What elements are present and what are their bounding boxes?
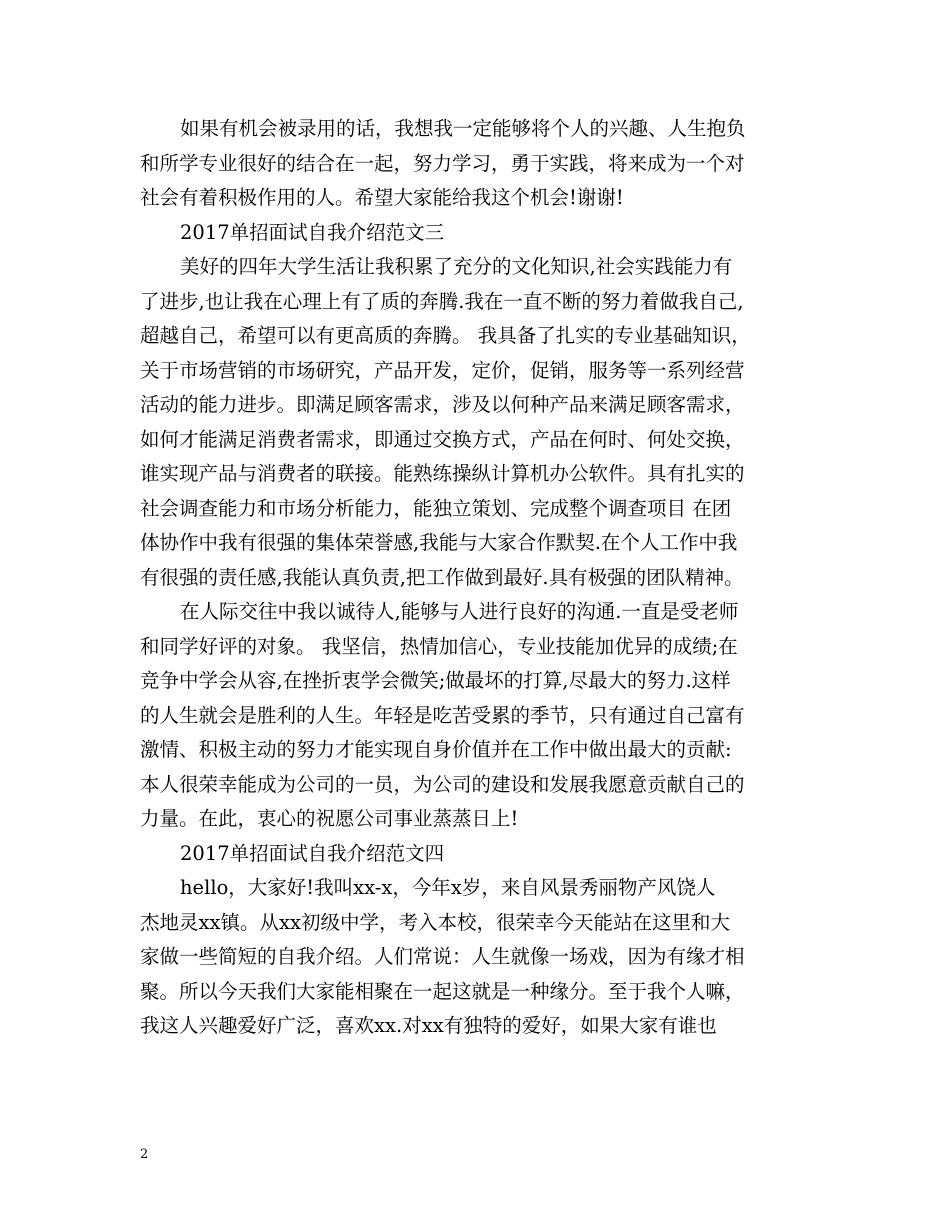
text-line: 和所学专业很好的结合在一起，努力学习，勇于实践，将来成为一个对 (140, 151, 745, 175)
document-body (140, 112, 820, 1044)
text-line: 激情、积极主动的努力才能实现自身价值并在工作中做出最大的贡献: (140, 738, 732, 761)
text-line: 关于市场营销的市场研究，产品开发，定价，促销，服务等一系列经营 (140, 358, 745, 382)
text-line: 社会有着积极作用的人。希望大家能给我这个机会!谢谢! (140, 186, 624, 209)
text-line: hello，大家好!我叫xx-x，今年x岁，来自风景秀丽物产风饶人 (180, 876, 716, 899)
text-line: 体协作中我有很强的集体荣誉感,我能与大家合作默契.在个人工作中我 (140, 531, 738, 554)
text-line: 力量。在此，衷心的祝愿公司事业蒸蒸日上! (140, 807, 519, 830)
text-line: 竞争中学会从容,在挫折衷学会微笑;做最坏的打算,尽最大的努力.这样 (140, 669, 731, 692)
page-number: 2 (140, 1147, 149, 1162)
text-line: 家做一些简短的自我介绍。人们常说：人生就像一场戏，因为有缘才相 (140, 945, 745, 968)
text-line: 如何才能满足消费者需求，即通过交换方式，产品在何时、何处交换， (140, 427, 745, 451)
text-line: 杰地灵xx镇。从xx初级中学，考入本校，很荣幸今天能站在这里和大 (140, 910, 730, 934)
text-line: 了进步,也让我在心理上有了质的奔腾.我在一直不断的努力着做我自己, (140, 289, 744, 313)
text-line: 活动的能力进步。即满足顾客需求，涉及以何种产品来满足顾客需求， (140, 393, 745, 416)
text-line: 超越自己，希望可以有更高质的奔腾。 我具备了扎实的专业基础知识， (140, 324, 751, 347)
text-line: 2017单招面试自我介绍范文三 (180, 220, 445, 244)
text-line: 的人生就会是胜利的人生。年轻是吃苦受累的季节，只有通过自己富有 (140, 703, 745, 727)
text-line: 2017单招面试自我介绍范文四 (180, 841, 445, 865)
text-line: 本人很荣幸能成为公司的一员，为公司的建设和发展我愿意贡献自己的 (140, 772, 745, 796)
text-line: 在人际交往中我以诚待人,能够与人进行良好的沟通.一直是受老师 (180, 600, 739, 623)
text-line: 聚。所以今天我们大家能相聚在一起这就是一种缘分。至于我个人嘛， (140, 979, 745, 1003)
text-line: 美好的四年大学生活让我积累了充分的文化知识,社会实践能力有 (180, 255, 733, 278)
text-line: 和同学好评的对象。 我坚信，热情加信心，专业技能加优异的成绩;在 (140, 634, 738, 658)
text-line: 我这人兴趣爱好广泛，喜欢xx.对xx有独特的爱好，如果大家有谁也 (140, 1014, 717, 1037)
text-line: 社会调查能力和市场分析能力，能独立策划、完成整个调查项目 在团 (140, 496, 732, 520)
text-line: 有很强的责任感,我能认真负责,把工作做到最好.具有极强的团队精神。 (140, 565, 744, 589)
text-line: 谁实现产品与消费者的联接。能熟练操纵计算机办公软件。具有扎实的 (140, 462, 745, 485)
text-line: 如果有机会被录用的话，我想我一定能够将个人的兴趣、人生抱负 (180, 117, 746, 140)
